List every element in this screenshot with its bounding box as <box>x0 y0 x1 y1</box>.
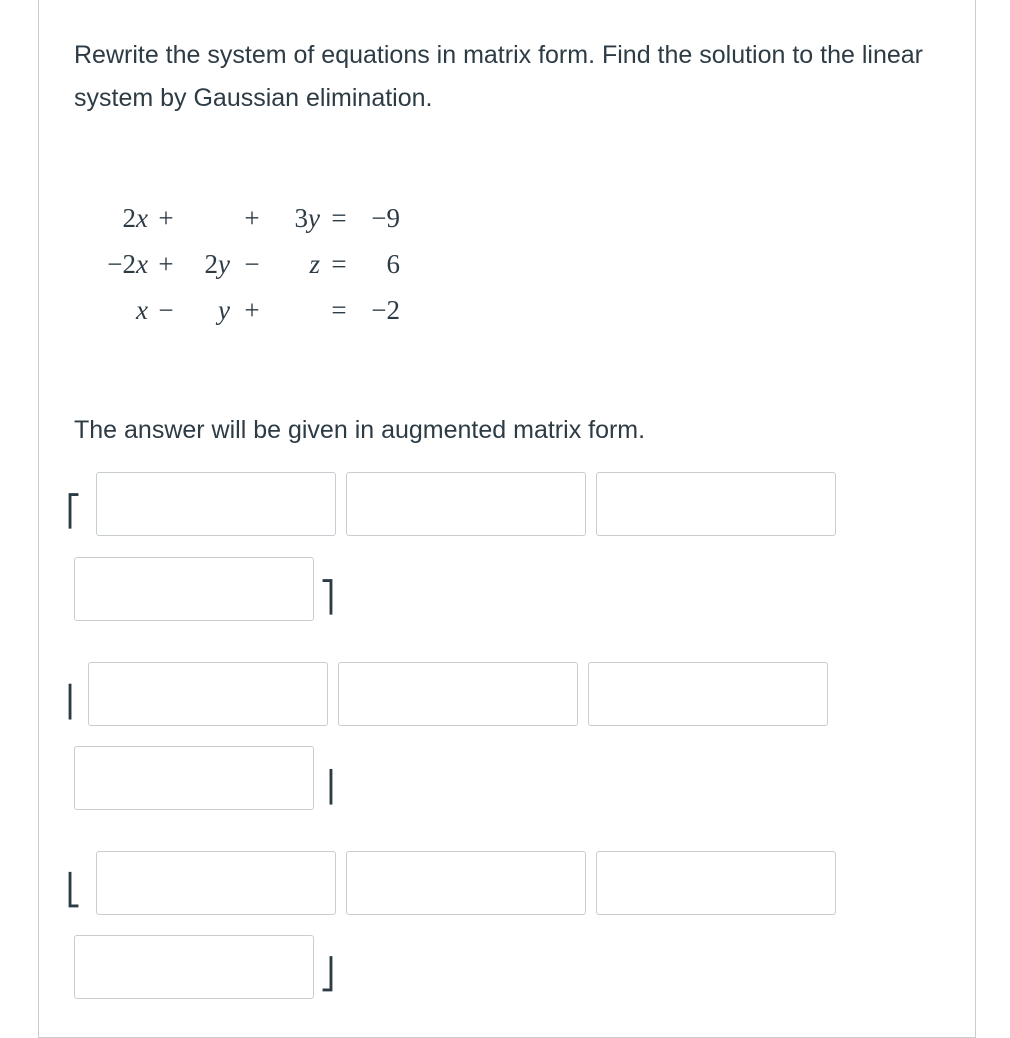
matrix-r2-c2-input[interactable] <box>338 662 578 726</box>
eq2-x-term: −2x <box>107 248 148 279</box>
eq3-y-term: y <box>218 294 230 325</box>
matrix-bracket-mid-right: ⎥ <box>320 770 335 805</box>
equation-row-3 <box>72 287 400 333</box>
eq2-z-term: z <box>309 248 320 279</box>
matrix-r1-c3-input[interactable] <box>596 472 836 536</box>
matrix-bracket-bottom-left: ⎣ <box>66 873 81 908</box>
matrix-r1-c1-input[interactable] <box>96 472 336 536</box>
matrix-bracket-top-right: ⎤ <box>320 580 335 615</box>
eq1-equals: = <box>331 202 347 233</box>
eq2-rhs: 6 <box>386 248 400 279</box>
matrix-r1-c4-input[interactable] <box>74 557 314 621</box>
eq1-y-term <box>184 195 230 241</box>
matrix-r3-c2-input[interactable] <box>346 851 586 915</box>
matrix-bracket-bottom-right: ⎦ <box>320 957 335 992</box>
matrix-r3-c1-input[interactable] <box>96 851 336 915</box>
matrix-r3-c3-input[interactable] <box>596 851 836 915</box>
eq3-op2: + <box>244 294 260 325</box>
eq2-equals: = <box>331 248 347 279</box>
eq3-rhs: −2 <box>371 294 400 325</box>
eq1-rhs: −9 <box>371 202 400 233</box>
eq1-op1: + <box>158 202 174 233</box>
matrix-r2-c4-input[interactable] <box>74 746 314 810</box>
eq3-op1: − <box>158 294 174 325</box>
matrix-r2-c1-input[interactable] <box>88 662 328 726</box>
eq2-op2: − <box>244 248 260 279</box>
matrix-r3-c4-input[interactable] <box>74 935 314 999</box>
eq3-x-term: x <box>136 294 148 325</box>
eq3-equals: = <box>331 294 347 325</box>
answer-note: The answer will be given in augmented matrix form. <box>74 416 646 444</box>
question-prompt: Rewrite the system of equations in matrix form. Find the solution to the linear system by Gaussian elimination. <box>74 41 923 112</box>
matrix-r1-c2-input[interactable] <box>346 472 586 536</box>
matrix-bracket-mid-left: ⎢ <box>66 685 81 720</box>
eq2-y-term: 2y <box>204 248 230 279</box>
equation-row-1 <box>72 195 400 241</box>
eq1-x-term: 2x <box>122 202 148 233</box>
matrix-bracket-top-left: ⎡ <box>66 494 81 529</box>
eq2-op1: + <box>158 248 174 279</box>
equation-system <box>72 195 400 333</box>
eq3-z-term <box>274 287 320 333</box>
equation-row-2 <box>72 241 400 287</box>
eq1-z-term: 3y <box>294 202 320 233</box>
eq1-op2: + <box>244 202 260 233</box>
matrix-r2-c3-input[interactable] <box>588 662 828 726</box>
